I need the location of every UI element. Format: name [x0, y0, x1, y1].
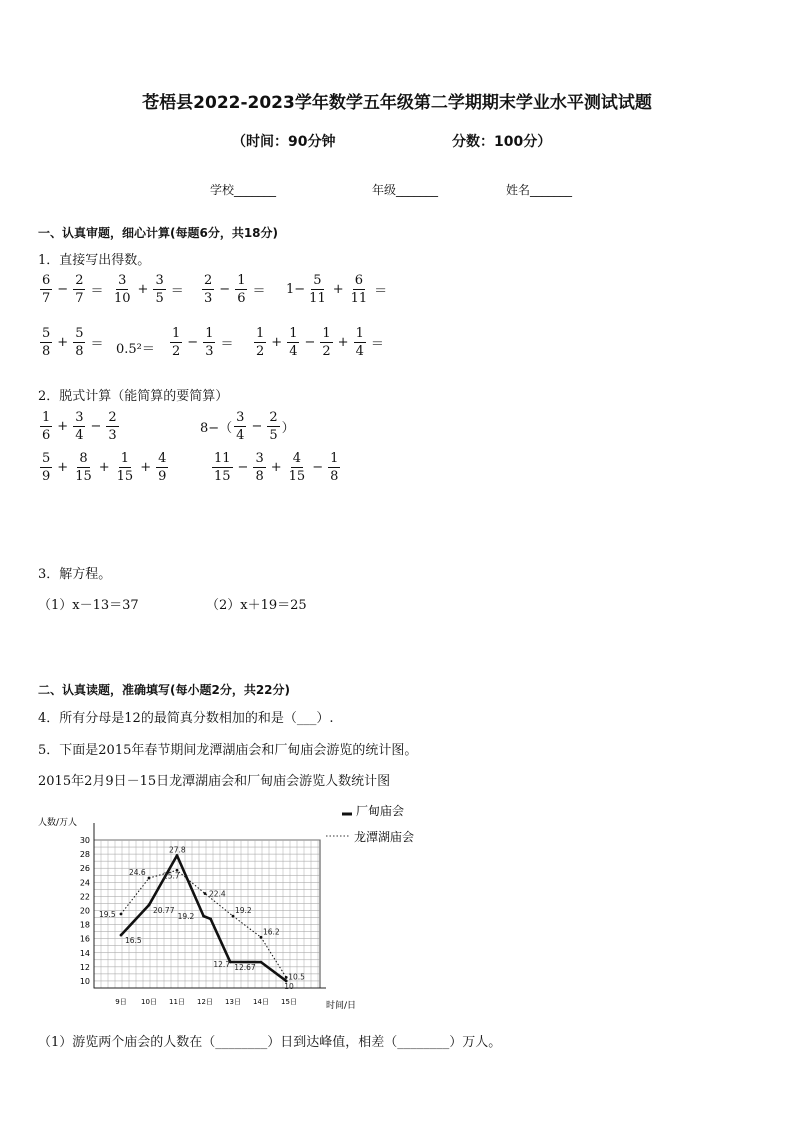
data-label: 10.5 [288, 972, 305, 982]
data-label: 16.5 [125, 936, 142, 946]
denominator: 15 [214, 469, 231, 484]
numerator: 6 [42, 273, 51, 288]
numerator: 1 [289, 326, 298, 341]
denominator: 6 [237, 291, 246, 306]
data-point [204, 892, 207, 895]
denominator: 2 [172, 344, 181, 359]
data-point [148, 877, 151, 880]
numerator: 3 [155, 273, 164, 288]
fraction [287, 452, 308, 483]
q1-r2-d [252, 327, 387, 358]
operator: + [98, 460, 110, 475]
section2-heading: 二、认真读题，准确填写(每小题2分，共22分) [38, 683, 291, 697]
q2-b [200, 411, 295, 442]
fraction [253, 452, 265, 483]
x-tick-label: 14日 [253, 998, 269, 1006]
numerator: 6 [354, 273, 364, 288]
denominator: 11 [309, 291, 326, 306]
denominator: 15 [116, 469, 134, 484]
q1-r1-d [286, 274, 390, 305]
denominator: 8 [330, 469, 339, 484]
x-tick-label: 10日 [141, 998, 157, 1006]
denominator: 11 [350, 291, 368, 306]
operator: − [251, 419, 263, 434]
operator: + [137, 282, 149, 297]
operator: ＝ [252, 284, 266, 299]
data-label: 22.4 [209, 889, 226, 899]
numerator: 5 [313, 273, 322, 288]
denominator: 9 [158, 469, 167, 484]
exam-score: 分数：100分） [452, 134, 552, 150]
fraction [287, 327, 299, 358]
legend-longtanhu: 龙潭湖庙会 [354, 830, 415, 844]
y-tick-label: 30 [79, 836, 90, 845]
operator: − [304, 335, 316, 350]
fraction [40, 274, 52, 305]
fraction [40, 452, 52, 483]
denominator: 7 [42, 291, 51, 306]
q2-label: 2．脱式计算（能简算的要简算） [38, 389, 229, 404]
denominator: 2 [322, 344, 331, 359]
operator: − [219, 282, 231, 297]
numerator: 2 [204, 273, 213, 288]
denominator: 5 [155, 291, 164, 306]
y-tick-label: 24 [79, 878, 90, 888]
denominator: 2 [256, 344, 265, 359]
x-tick-label: 12日 [197, 998, 213, 1006]
data-point [260, 936, 263, 939]
data-point [120, 934, 123, 937]
data-label: 19.2 [235, 906, 252, 916]
data-point [232, 915, 235, 918]
data-label: 12.7 [213, 959, 231, 969]
math-text: 8−（ [200, 421, 233, 436]
y-tick-label: 28 [79, 850, 90, 860]
denominator: 6 [42, 428, 51, 443]
numerator: 2 [75, 273, 84, 288]
y-tick-label: 22 [79, 892, 90, 902]
y-tick-label: 12 [79, 962, 90, 972]
data-label: 25.7 [163, 871, 180, 881]
operator: − [237, 460, 249, 475]
numerator: 3 [75, 410, 84, 425]
numerator: 5 [42, 326, 51, 341]
legend-changdian: 厂甸庙会 [356, 804, 405, 818]
numerator: 8 [79, 451, 88, 466]
denominator: 8 [255, 469, 264, 484]
data-point [176, 854, 179, 857]
denominator: 9 [42, 469, 51, 484]
y-tick-label: 20 [79, 906, 90, 916]
operator: ＝ [370, 337, 384, 352]
denominator: 4 [355, 344, 364, 359]
school-field: 学校_______ [210, 183, 277, 197]
x-axis-label: 时间/日 [326, 1001, 357, 1011]
operator: − [57, 282, 69, 297]
data-label: 12.67 [234, 962, 256, 972]
fraction [156, 452, 168, 483]
q4-text: 4．所有分母是12的最简真分数相加的和是（___）. [38, 711, 334, 726]
denominator: 10 [114, 291, 131, 306]
operator: ＝ [220, 337, 234, 352]
q3-eq1: （1）x－13＝37 [38, 598, 139, 613]
math-text: 0.5²＝ [116, 342, 155, 357]
fraction [235, 274, 247, 305]
data-label: 19.2 [177, 912, 195, 922]
q5-1-text: （1）游览两个庙会的人数在（________）日到达峰值，相差（________）万人。 [38, 1035, 502, 1050]
q3-label: 3．解方程。 [38, 567, 112, 582]
denominator: 15 [288, 469, 306, 484]
denominator: 4 [75, 428, 84, 443]
data-label: 27.8 [169, 845, 186, 855]
fraction [73, 411, 85, 442]
denominator: 4 [289, 344, 298, 359]
q1-r1-b [110, 274, 187, 305]
numerator: 3 [236, 410, 245, 425]
data-point [120, 913, 123, 916]
numerator: 11 [214, 451, 231, 466]
y-tick-label: 26 [79, 864, 90, 874]
grade-field: 年级_______ [372, 183, 439, 197]
fraction [115, 452, 136, 483]
math-text: ） [281, 421, 295, 436]
fraction [354, 327, 366, 358]
x-tick-label: 13日 [225, 998, 241, 1006]
numerator: 1 [322, 326, 331, 341]
page-title: 苍梧县2022-2023学年数学五年级第二学期期末学业水平测试试题 [142, 93, 652, 113]
q1-r1-a [38, 274, 106, 305]
q1-r2-c [168, 327, 236, 358]
fraction [203, 327, 215, 358]
numerator: 3 [255, 451, 264, 466]
fraction [234, 411, 246, 442]
operator: ＝ [90, 284, 104, 299]
data-label: 20.77 [153, 906, 175, 916]
data-point [209, 918, 212, 921]
numerator: 1 [256, 326, 265, 341]
fraction [170, 327, 182, 358]
x-tick-labels [115, 998, 297, 1006]
fraction [40, 411, 52, 442]
q1-label: 1．直接写出得数。 [38, 253, 151, 268]
q1-r2-b [116, 338, 155, 357]
numerator: 3 [118, 273, 127, 288]
y-tick-label: 14 [79, 948, 90, 958]
operator: + [337, 335, 349, 350]
denominator: 3 [108, 428, 117, 443]
data-label: 16.2 [263, 927, 280, 937]
operator: + [57, 419, 69, 434]
q1-r2-a [38, 327, 106, 358]
name-field: 姓名_______ [506, 183, 573, 197]
data-point [202, 915, 205, 918]
operator: − [187, 335, 199, 350]
operator: + [57, 460, 69, 475]
numerator: 5 [75, 326, 84, 341]
chart-grid [94, 823, 326, 988]
fraction [73, 274, 85, 305]
y-axis-label: 人数/万人 [38, 818, 78, 828]
section1-heading: 一、认真审题，细心计算(每题6分，共18分) [38, 226, 279, 240]
exam-time: （时间：90分钟 [232, 134, 336, 150]
fraction [267, 411, 279, 442]
denominator: 7 [75, 291, 84, 306]
line-chart [30, 795, 430, 1020]
fraction [112, 274, 133, 305]
fraction [349, 274, 370, 305]
operator: ＝ [170, 284, 184, 299]
denominator: 3 [205, 344, 214, 359]
chart-title: 2015年2月9日－15日龙潭湖庙会和厂甸庙会游览人数统计图 [38, 774, 391, 789]
numerator: 1 [120, 451, 130, 466]
numerator: 1 [237, 273, 246, 288]
operator: − [312, 460, 324, 475]
operator: ＝ [374, 284, 388, 299]
numerator: 5 [42, 451, 51, 466]
operator: ＝ [90, 337, 104, 352]
numerator: 1 [330, 451, 339, 466]
numerator: 1 [205, 326, 214, 341]
data-label: 10 [284, 981, 294, 991]
data-label: 24.6 [129, 868, 146, 878]
denominator: 15 [75, 469, 92, 484]
q2-a [38, 411, 121, 442]
denominator: 8 [75, 344, 84, 359]
data-labels [99, 846, 305, 991]
denominator: 5 [269, 428, 278, 443]
numerator: 4 [292, 451, 302, 466]
q1-r1-c [200, 274, 268, 305]
x-tick-label: 15日 [281, 998, 297, 1006]
data-point [260, 961, 263, 964]
operator: + [270, 460, 282, 475]
denominator: 4 [236, 428, 245, 443]
fraction [202, 274, 214, 305]
denominator: 3 [204, 291, 213, 306]
operator: + [332, 282, 344, 297]
y-tick-label: 10 [79, 976, 90, 986]
fraction [328, 452, 340, 483]
y-tick-labels [80, 836, 90, 986]
numerator: 2 [269, 410, 278, 425]
y-tick-label: 16 [79, 934, 90, 944]
operator: − [90, 419, 102, 434]
y-tick-label: 18 [79, 920, 90, 930]
numerator: 1 [355, 326, 364, 341]
operator: + [271, 335, 283, 350]
operator: + [140, 460, 152, 475]
data-point [285, 976, 288, 979]
data-point [148, 904, 151, 907]
q3-eq2: （2）x＋19＝25 [206, 598, 307, 613]
fraction [212, 452, 233, 483]
operator: + [57, 335, 69, 350]
fraction [40, 327, 52, 358]
fraction [73, 327, 85, 358]
data-label: 19.5 [99, 910, 116, 919]
fraction [320, 327, 332, 358]
q2-c [38, 452, 170, 483]
plot-frame [94, 840, 320, 988]
fraction [254, 327, 266, 358]
denominator: 8 [42, 344, 51, 359]
fraction [307, 274, 328, 305]
numerator: 4 [158, 451, 167, 466]
fraction [153, 274, 165, 305]
q2-d [210, 452, 342, 483]
q5-text: 5．下面是2015年春节期间龙潭湖庙会和厂甸庙会游览的统计图。 [38, 743, 418, 758]
fraction [73, 452, 94, 483]
numerator: 2 [108, 410, 117, 425]
math-text: 1− [286, 282, 306, 297]
x-tick-label: 11日 [169, 998, 185, 1006]
x-tick-label: 9日 [115, 998, 127, 1006]
numerator: 1 [172, 326, 181, 341]
fraction [106, 411, 118, 442]
numerator: 1 [42, 410, 51, 425]
